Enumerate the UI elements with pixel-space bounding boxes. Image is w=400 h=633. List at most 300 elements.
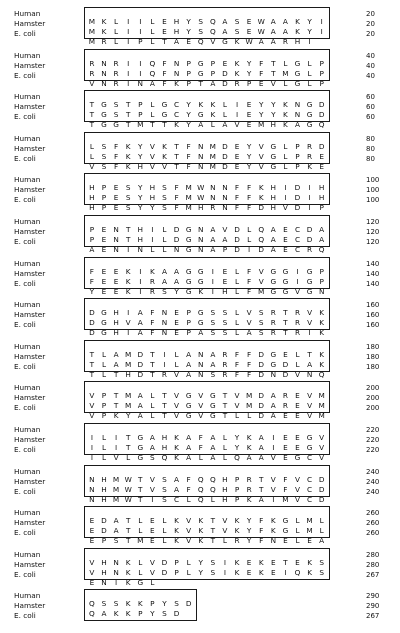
residue: A bbox=[210, 349, 216, 359]
alignment-block bbox=[0, 172, 400, 213]
residue: I bbox=[163, 349, 166, 359]
residue: A bbox=[210, 245, 216, 254]
residue: R bbox=[270, 328, 277, 338]
residue: K bbox=[198, 286, 204, 296]
residue: T bbox=[162, 401, 167, 411]
residue: R bbox=[246, 474, 252, 484]
residue: D bbox=[222, 141, 229, 151]
residue: I bbox=[211, 276, 215, 286]
residue: L bbox=[174, 349, 179, 359]
residue: L bbox=[319, 516, 325, 526]
residue: L bbox=[234, 411, 240, 421]
residue: W bbox=[124, 474, 133, 484]
residue: H bbox=[101, 567, 108, 577]
residue: A bbox=[319, 536, 325, 546]
sequence-row bbox=[86, 227, 328, 244]
residue: H bbox=[270, 193, 277, 203]
sequence-row bbox=[86, 259, 328, 276]
sequence-row bbox=[86, 112, 328, 130]
residue: E bbox=[234, 151, 240, 161]
residue: Y bbox=[246, 516, 252, 526]
position-numbers bbox=[366, 175, 396, 205]
residue: Y bbox=[246, 151, 252, 161]
residue: P bbox=[89, 225, 95, 234]
residue: L bbox=[150, 17, 155, 26]
residue: V bbox=[210, 37, 216, 46]
residue: Q bbox=[294, 567, 301, 577]
residue: M bbox=[306, 526, 314, 536]
residue: I bbox=[139, 286, 142, 296]
residue: Q bbox=[197, 494, 204, 504]
residue: N bbox=[222, 193, 228, 203]
residue: E bbox=[101, 266, 107, 276]
residue: S bbox=[162, 183, 168, 193]
residue: M bbox=[112, 474, 120, 484]
residue: W bbox=[257, 27, 266, 36]
residue: L bbox=[222, 443, 228, 452]
residue: G bbox=[270, 359, 277, 369]
residue: S bbox=[258, 308, 264, 318]
residue: V bbox=[270, 474, 277, 484]
position-number: 220 bbox=[366, 426, 380, 434]
residue: H bbox=[222, 494, 228, 504]
residue: E bbox=[295, 433, 301, 442]
sequence-rows bbox=[86, 51, 328, 88]
residue: G bbox=[185, 391, 192, 401]
residue: G bbox=[270, 141, 277, 151]
residue: L bbox=[138, 516, 143, 526]
position-number: 260 bbox=[366, 529, 380, 538]
residue: Q bbox=[89, 609, 96, 619]
residue: G bbox=[137, 577, 144, 587]
residue: S bbox=[113, 599, 119, 609]
residue: E bbox=[319, 161, 325, 171]
species-labels bbox=[14, 134, 80, 164]
residue: I bbox=[248, 245, 251, 254]
residue: A bbox=[149, 443, 156, 452]
residue: E bbox=[283, 235, 288, 244]
residue: V bbox=[258, 276, 264, 286]
residue: I bbox=[296, 276, 299, 286]
residue: L bbox=[307, 78, 312, 88]
residue: D bbox=[318, 484, 325, 494]
position-number: 140 bbox=[366, 279, 380, 288]
residue: I bbox=[127, 27, 130, 36]
residue: P bbox=[210, 58, 216, 68]
residue: V bbox=[198, 391, 204, 401]
position-number: 40 bbox=[366, 51, 375, 60]
residue: E bbox=[113, 183, 119, 193]
residue: K bbox=[246, 494, 252, 504]
residue: F bbox=[113, 141, 119, 151]
residue: C bbox=[294, 245, 301, 254]
residue: F bbox=[259, 536, 264, 546]
residue: V bbox=[270, 453, 277, 462]
residue: Y bbox=[89, 286, 95, 296]
residue: A bbox=[258, 453, 264, 462]
species-label: Human bbox=[14, 258, 41, 268]
residue: K bbox=[162, 141, 168, 151]
residue: A bbox=[186, 359, 192, 369]
species-label: E. coli bbox=[14, 112, 36, 122]
residue: C bbox=[174, 100, 180, 110]
sequence-rows bbox=[86, 92, 328, 130]
residue: E bbox=[246, 567, 252, 577]
position-numbers bbox=[366, 550, 396, 580]
residue: A bbox=[113, 349, 119, 359]
position-number: 260 bbox=[366, 509, 380, 518]
residue: G bbox=[197, 110, 204, 120]
residue: N bbox=[222, 183, 228, 193]
residue: V bbox=[186, 516, 192, 526]
residue: G bbox=[101, 328, 108, 338]
residue: Y bbox=[162, 599, 167, 609]
position-number: 100 bbox=[366, 176, 380, 185]
position-numbers bbox=[366, 134, 396, 164]
residue: V bbox=[186, 526, 192, 536]
residue: L bbox=[150, 391, 155, 401]
residue: V bbox=[307, 308, 313, 318]
residue: G bbox=[270, 286, 277, 296]
residue: G bbox=[101, 318, 108, 328]
residue: N bbox=[101, 577, 108, 587]
residue: R bbox=[161, 369, 168, 379]
position-number: 180 bbox=[366, 352, 380, 361]
residue: I bbox=[308, 203, 311, 213]
residue: E bbox=[283, 349, 288, 359]
residue: A bbox=[186, 453, 192, 462]
species-label: E. coli bbox=[14, 153, 36, 163]
residue: A bbox=[113, 516, 119, 526]
residue: I bbox=[90, 443, 94, 452]
species-labels bbox=[14, 175, 80, 205]
sequence-row bbox=[86, 591, 195, 609]
residue: F bbox=[113, 161, 119, 171]
residue: L bbox=[307, 58, 312, 68]
residue: R bbox=[89, 58, 95, 68]
residue: S bbox=[222, 318, 228, 328]
alignment-block bbox=[0, 214, 400, 254]
residue: G bbox=[282, 286, 289, 296]
sequence-rows bbox=[86, 175, 328, 213]
residue: P bbox=[234, 474, 240, 484]
residue: V bbox=[258, 141, 264, 151]
residue: N bbox=[101, 68, 108, 78]
residue: E bbox=[186, 37, 192, 46]
residue: P bbox=[295, 161, 300, 171]
residue: T bbox=[89, 359, 95, 369]
residue: H bbox=[137, 235, 144, 244]
residue: I bbox=[139, 27, 142, 36]
residue: I bbox=[151, 225, 154, 234]
residue: P bbox=[319, 68, 325, 78]
residue: D bbox=[318, 494, 325, 504]
residue: V bbox=[89, 401, 95, 411]
residue: K bbox=[125, 599, 131, 609]
position-number: 60 bbox=[366, 103, 375, 112]
position-number: 80 bbox=[366, 154, 375, 163]
sequence-row bbox=[86, 484, 328, 504]
species-label: Human bbox=[14, 92, 41, 102]
residue: Q bbox=[209, 17, 216, 26]
residue: K bbox=[198, 536, 204, 546]
position-number: 200 bbox=[366, 404, 380, 413]
sequence-rows bbox=[86, 259, 328, 296]
residue: N bbox=[198, 245, 204, 254]
residue: A bbox=[258, 433, 264, 442]
residue: R bbox=[294, 308, 301, 318]
position-number: 280 bbox=[366, 560, 380, 569]
sequence-row bbox=[86, 425, 328, 442]
position-numbers bbox=[366, 259, 396, 289]
residue: A bbox=[222, 235, 228, 244]
residue: N bbox=[161, 328, 168, 338]
residue: I bbox=[284, 193, 287, 203]
residue: M bbox=[318, 391, 326, 401]
residue: T bbox=[174, 161, 180, 171]
residue: V bbox=[294, 494, 301, 504]
residue: T bbox=[210, 526, 216, 536]
sequence-row bbox=[86, 359, 328, 379]
residue: K bbox=[125, 286, 131, 296]
sequence-row bbox=[86, 58, 328, 78]
residue: M bbox=[125, 359, 132, 369]
residue: K bbox=[234, 37, 240, 46]
residue: I bbox=[284, 567, 287, 577]
residue: H bbox=[173, 17, 180, 26]
residue: D bbox=[258, 401, 265, 411]
residue: L bbox=[283, 141, 288, 151]
residue: F bbox=[150, 328, 155, 338]
residue: I bbox=[139, 58, 142, 68]
species-labels bbox=[14, 591, 80, 621]
residue: K bbox=[125, 567, 131, 577]
sequence-rows bbox=[86, 550, 328, 587]
residue: M bbox=[282, 68, 289, 78]
residue: A bbox=[282, 17, 289, 26]
residue: N bbox=[89, 484, 95, 494]
residue: S bbox=[210, 567, 216, 577]
residue: F bbox=[198, 443, 204, 452]
position-numbers bbox=[366, 217, 396, 247]
residue: A bbox=[137, 308, 144, 318]
residue: L bbox=[247, 225, 252, 234]
sequence-row bbox=[86, 51, 328, 68]
residue: G bbox=[185, 245, 192, 254]
sequence-row bbox=[86, 276, 328, 296]
position-number: 80 bbox=[366, 144, 375, 153]
residue: H bbox=[318, 193, 325, 203]
residue: S bbox=[101, 161, 107, 171]
position-number: 240 bbox=[366, 477, 380, 486]
residue: L bbox=[162, 516, 167, 526]
residue: I bbox=[127, 68, 130, 78]
residue: F bbox=[186, 151, 192, 161]
residue: G bbox=[294, 453, 301, 462]
residue: K bbox=[307, 161, 313, 171]
residue: A bbox=[186, 443, 192, 452]
residue: G bbox=[306, 100, 313, 110]
residue: S bbox=[319, 557, 325, 567]
residue: S bbox=[162, 494, 168, 504]
sequence-rows bbox=[86, 217, 328, 254]
residue: K bbox=[283, 120, 289, 130]
alignment-block bbox=[0, 6, 400, 46]
residue: D bbox=[173, 225, 180, 234]
position-number: 40 bbox=[366, 71, 375, 80]
species-labels bbox=[14, 383, 80, 413]
residue: L bbox=[234, 266, 240, 276]
residue: E bbox=[295, 401, 301, 411]
residue: H bbox=[89, 203, 95, 213]
residue: V bbox=[294, 484, 301, 494]
residue: F bbox=[113, 151, 119, 161]
residue: N bbox=[198, 369, 204, 379]
residue: K bbox=[234, 526, 240, 536]
species-labels bbox=[14, 259, 80, 289]
residue: L bbox=[210, 494, 216, 504]
residue: N bbox=[137, 78, 144, 88]
residue: D bbox=[222, 151, 229, 161]
residue: P bbox=[101, 391, 107, 401]
residue: H bbox=[125, 369, 132, 379]
position-number: 100 bbox=[366, 186, 380, 195]
residue: I bbox=[127, 58, 130, 68]
residue: L bbox=[101, 443, 107, 452]
residue: G bbox=[185, 401, 192, 411]
position-number: 260 bbox=[366, 519, 380, 528]
residue: C bbox=[307, 484, 313, 494]
residue: D bbox=[137, 349, 144, 359]
residue: E bbox=[113, 286, 119, 296]
residue: D bbox=[101, 516, 108, 526]
residue: Y bbox=[246, 141, 252, 151]
residue: I bbox=[90, 433, 94, 442]
residue: R bbox=[307, 141, 313, 151]
residue: K bbox=[174, 120, 180, 130]
residue: Y bbox=[186, 100, 192, 110]
residue: L bbox=[234, 286, 240, 296]
residue: S bbox=[162, 193, 168, 203]
residue: G bbox=[282, 266, 289, 276]
residue: P bbox=[138, 100, 143, 110]
residue: L bbox=[234, 308, 240, 318]
position-number: 20 bbox=[366, 20, 375, 28]
position-numbers bbox=[366, 9, 396, 39]
residue: K bbox=[137, 599, 143, 609]
residue: V bbox=[294, 286, 301, 296]
residue: N bbox=[222, 203, 228, 213]
residue: D bbox=[306, 225, 313, 234]
residue: E bbox=[283, 225, 288, 234]
residue: T bbox=[113, 401, 119, 411]
residue: I bbox=[139, 266, 142, 276]
residue: Y bbox=[150, 203, 155, 213]
species-label: Hamster bbox=[14, 518, 46, 528]
position-number: 220 bbox=[366, 446, 380, 454]
residue: V bbox=[258, 151, 264, 161]
species-labels bbox=[14, 467, 80, 497]
residue: K bbox=[174, 433, 180, 442]
residue: E bbox=[101, 245, 107, 254]
residue: A bbox=[319, 225, 325, 234]
residue: D bbox=[101, 526, 108, 536]
residue: S bbox=[101, 141, 107, 151]
residue: I bbox=[90, 453, 94, 462]
residue: V bbox=[149, 474, 156, 484]
sequence-row bbox=[86, 175, 328, 193]
species-label: Hamster bbox=[14, 310, 46, 320]
residue: P bbox=[138, 110, 143, 120]
residue: P bbox=[186, 68, 192, 78]
residue: G bbox=[306, 433, 313, 442]
sequence-row bbox=[86, 195, 328, 213]
residue: A bbox=[222, 27, 228, 36]
residue: G bbox=[270, 151, 277, 161]
residue: D bbox=[89, 318, 95, 328]
residue: I bbox=[284, 183, 287, 193]
residue: T bbox=[113, 391, 119, 401]
residue: F bbox=[89, 276, 95, 286]
residue: Y bbox=[138, 203, 143, 213]
residue: N bbox=[198, 151, 204, 161]
residue: Y bbox=[186, 110, 192, 120]
species-labels bbox=[14, 300, 80, 330]
residue: V bbox=[270, 78, 277, 88]
residue: T bbox=[89, 349, 95, 359]
residue: E bbox=[222, 58, 228, 68]
residue: E bbox=[283, 433, 288, 442]
residue: P bbox=[295, 151, 300, 161]
residue: A bbox=[149, 433, 156, 442]
residue: D bbox=[282, 359, 289, 369]
residue: T bbox=[138, 494, 143, 504]
residue: N bbox=[173, 58, 180, 68]
position-number: 267 bbox=[366, 570, 380, 579]
species-label: Human bbox=[14, 508, 41, 518]
residue: Y bbox=[234, 443, 240, 452]
residue: N bbox=[101, 58, 108, 68]
residue: H bbox=[137, 225, 144, 234]
residue: E bbox=[295, 443, 301, 452]
residue: K bbox=[198, 100, 204, 110]
residue: S bbox=[162, 609, 168, 619]
residue: R bbox=[222, 369, 228, 379]
sequence-row bbox=[86, 349, 328, 369]
residue: P bbox=[246, 78, 252, 88]
species-label: Hamster bbox=[14, 185, 46, 195]
residue: V bbox=[89, 391, 95, 401]
alignment-block bbox=[0, 422, 400, 462]
residue: L bbox=[234, 318, 240, 328]
residue: A bbox=[282, 27, 289, 36]
residue: E bbox=[162, 17, 168, 26]
residue: M bbox=[318, 411, 326, 421]
residue: N bbox=[210, 193, 216, 203]
residue: R bbox=[282, 401, 289, 411]
residue: K bbox=[234, 557, 240, 567]
residue: D bbox=[185, 599, 192, 609]
residue: Q bbox=[234, 453, 241, 462]
residue: M bbox=[185, 203, 193, 213]
species-label: Hamster bbox=[14, 601, 46, 611]
sequence-row bbox=[86, 151, 328, 171]
residue: I bbox=[127, 37, 130, 46]
residue: G bbox=[270, 161, 277, 171]
residue: N bbox=[198, 141, 204, 151]
residue: L bbox=[150, 245, 155, 254]
residue: S bbox=[234, 17, 240, 26]
